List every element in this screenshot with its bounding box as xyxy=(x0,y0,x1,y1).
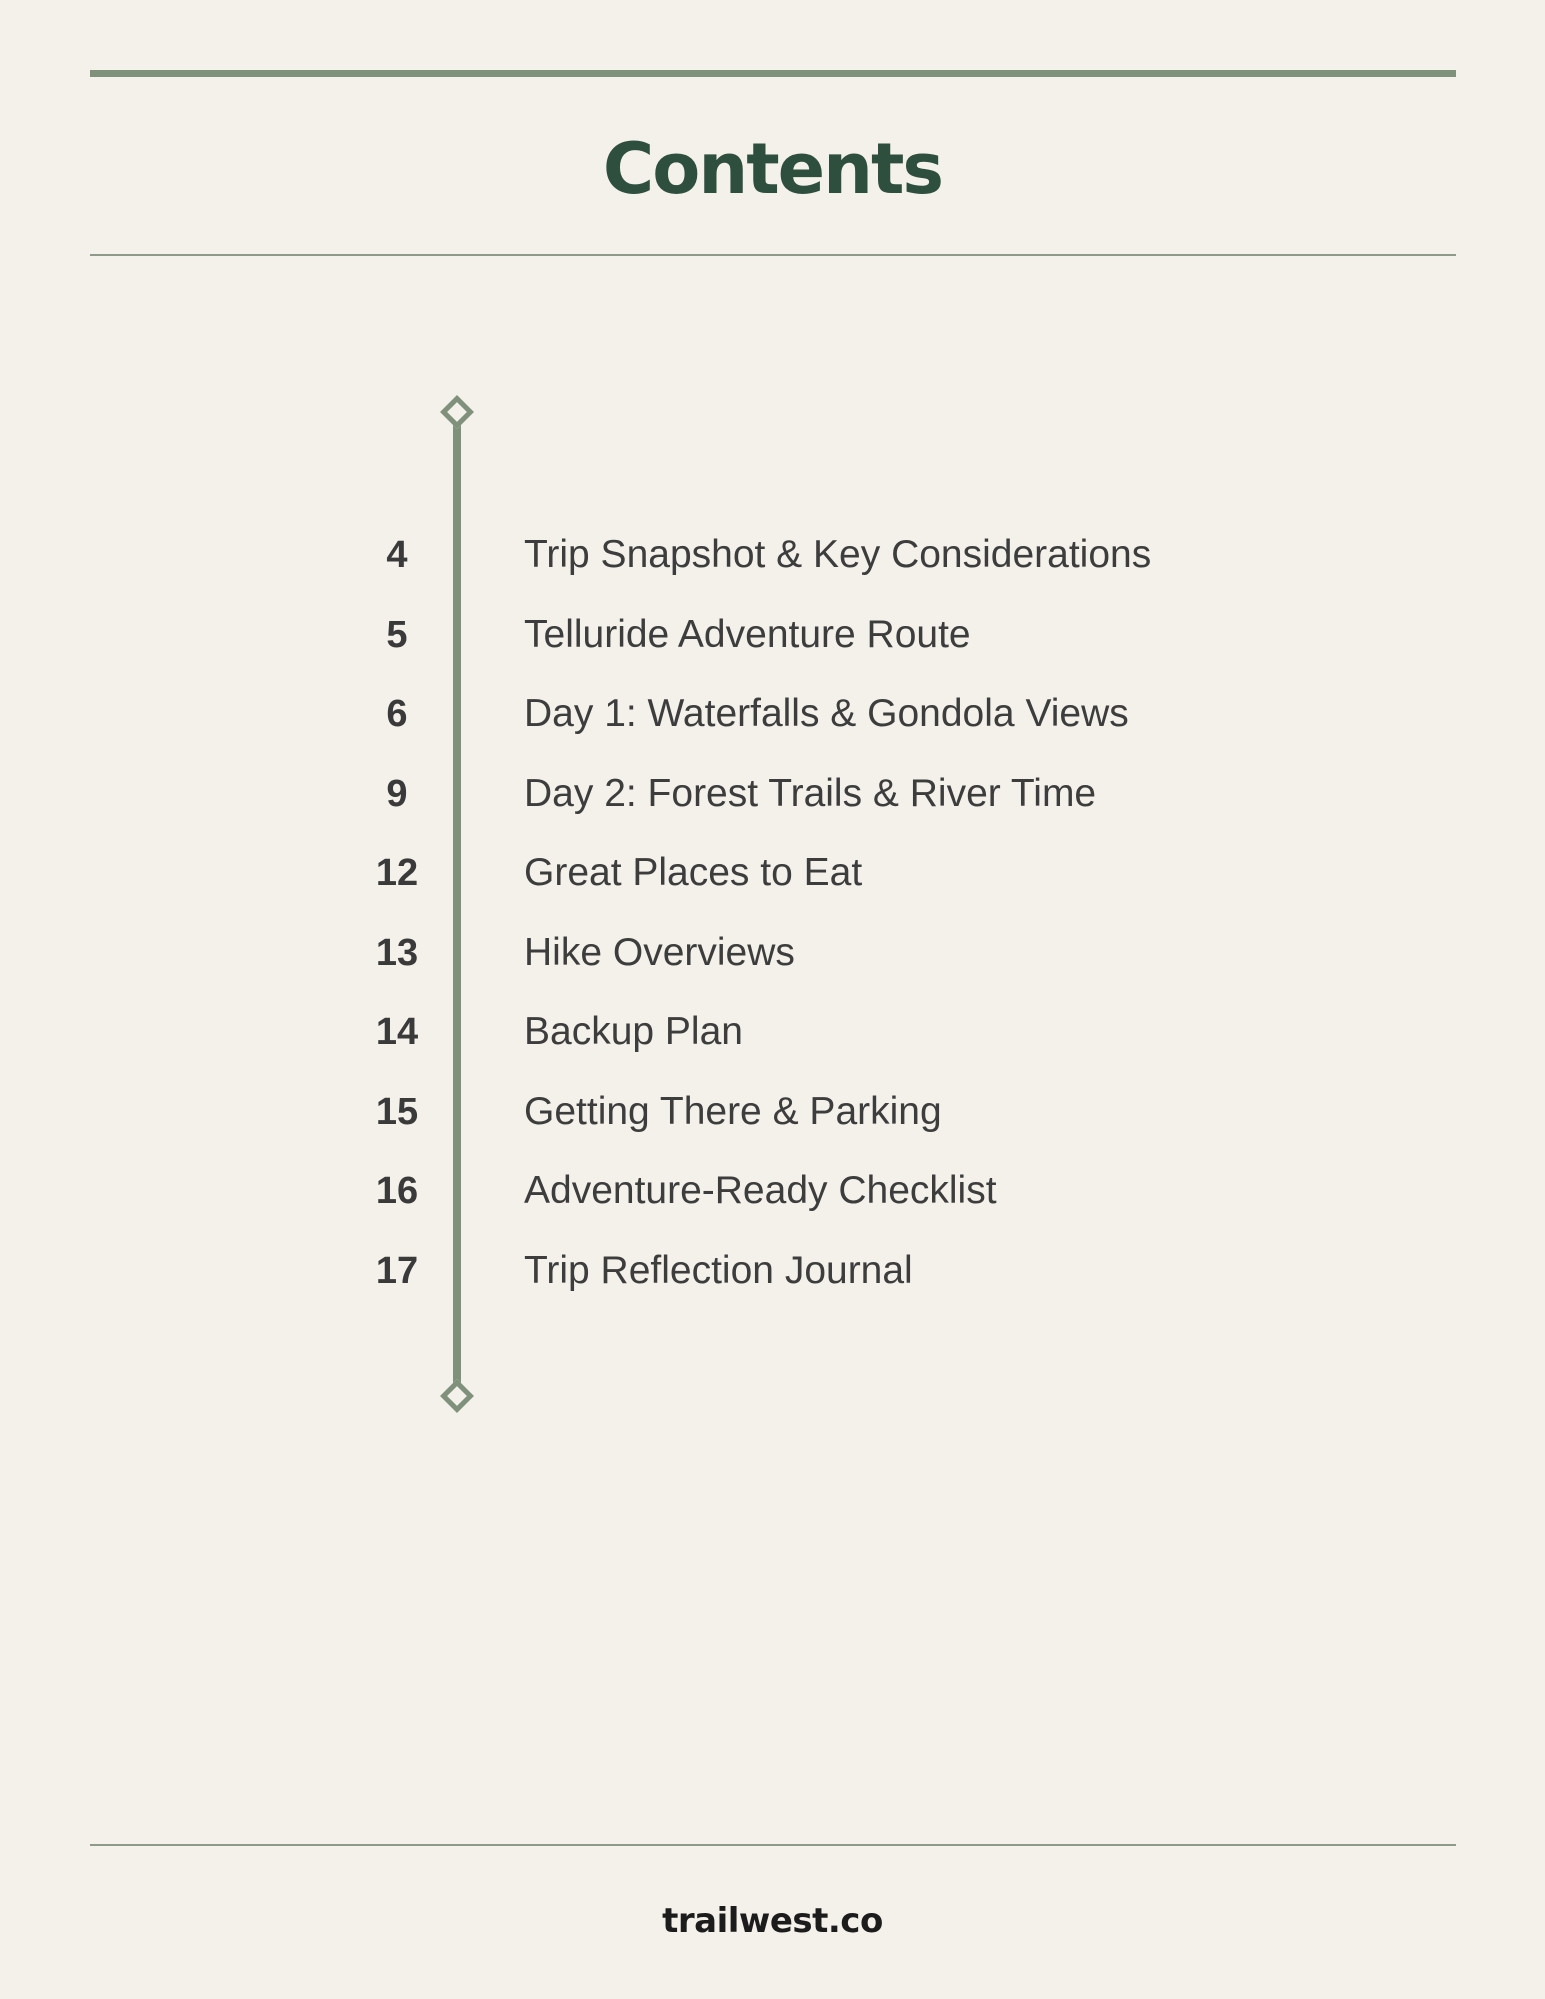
toc-entry[interactable] xyxy=(0,1156,1545,1236)
toc-page-number: 12 xyxy=(375,852,419,894)
toc-entry-title[interactable]: Trip Snapshot & Key Considerations xyxy=(524,533,1152,576)
diamond-marker-icon xyxy=(440,395,474,429)
toc-page-number: 15 xyxy=(375,1090,419,1133)
toc-entry[interactable] xyxy=(0,997,1545,1077)
toc-page-number: 6 xyxy=(386,693,408,735)
toc-entry-title[interactable]: Backup Plan xyxy=(524,1010,743,1053)
toc-entry-title[interactable]: Getting There & Parking xyxy=(524,1089,942,1133)
toc-page-number: 5 xyxy=(386,613,408,656)
toc-entry[interactable] xyxy=(0,600,1545,680)
toc-page-number: 16 xyxy=(375,1170,419,1212)
diamond-marker-icon xyxy=(440,1379,474,1413)
toc-entry-title[interactable]: Hike Overviews xyxy=(524,930,795,974)
toc-entry[interactable] xyxy=(0,1077,1545,1157)
toc-entry-title[interactable]: Great Places to Eat xyxy=(524,851,863,894)
toc-page-number: 4 xyxy=(386,534,408,576)
footer-divider xyxy=(90,1844,1456,1846)
toc-entry-title[interactable]: Trip Reflection Journal xyxy=(524,1248,913,1292)
toc-entry-title[interactable]: Adventure-Ready Checklist xyxy=(524,1169,997,1212)
toc-entry[interactable] xyxy=(0,679,1545,759)
toc-entry-title[interactable]: Telluride Adventure Route xyxy=(524,612,971,656)
table-of-contents xyxy=(0,520,1545,1315)
toc-entry[interactable] xyxy=(0,759,1545,839)
toc-entry[interactable] xyxy=(0,520,1545,600)
toc-entry[interactable] xyxy=(0,838,1545,918)
toc-page-number: 14 xyxy=(375,1011,419,1053)
page-title: Contents xyxy=(602,128,943,210)
toc-entry-title[interactable]: Day 2: Forest Trails & River Time xyxy=(524,771,1097,815)
title-divider xyxy=(90,254,1456,256)
footer-brand[interactable]: trailwest.co xyxy=(662,1901,883,1941)
toc-page-number: 13 xyxy=(375,931,419,974)
toc-entry[interactable] xyxy=(0,1236,1545,1316)
toc-entry-title[interactable]: Day 1: Waterfalls & Gondola Views xyxy=(524,692,1129,735)
toc-page-number: 9 xyxy=(386,772,408,815)
toc-page-number: 17 xyxy=(375,1249,419,1292)
top-divider xyxy=(90,70,1456,77)
toc-entry[interactable] xyxy=(0,918,1545,998)
